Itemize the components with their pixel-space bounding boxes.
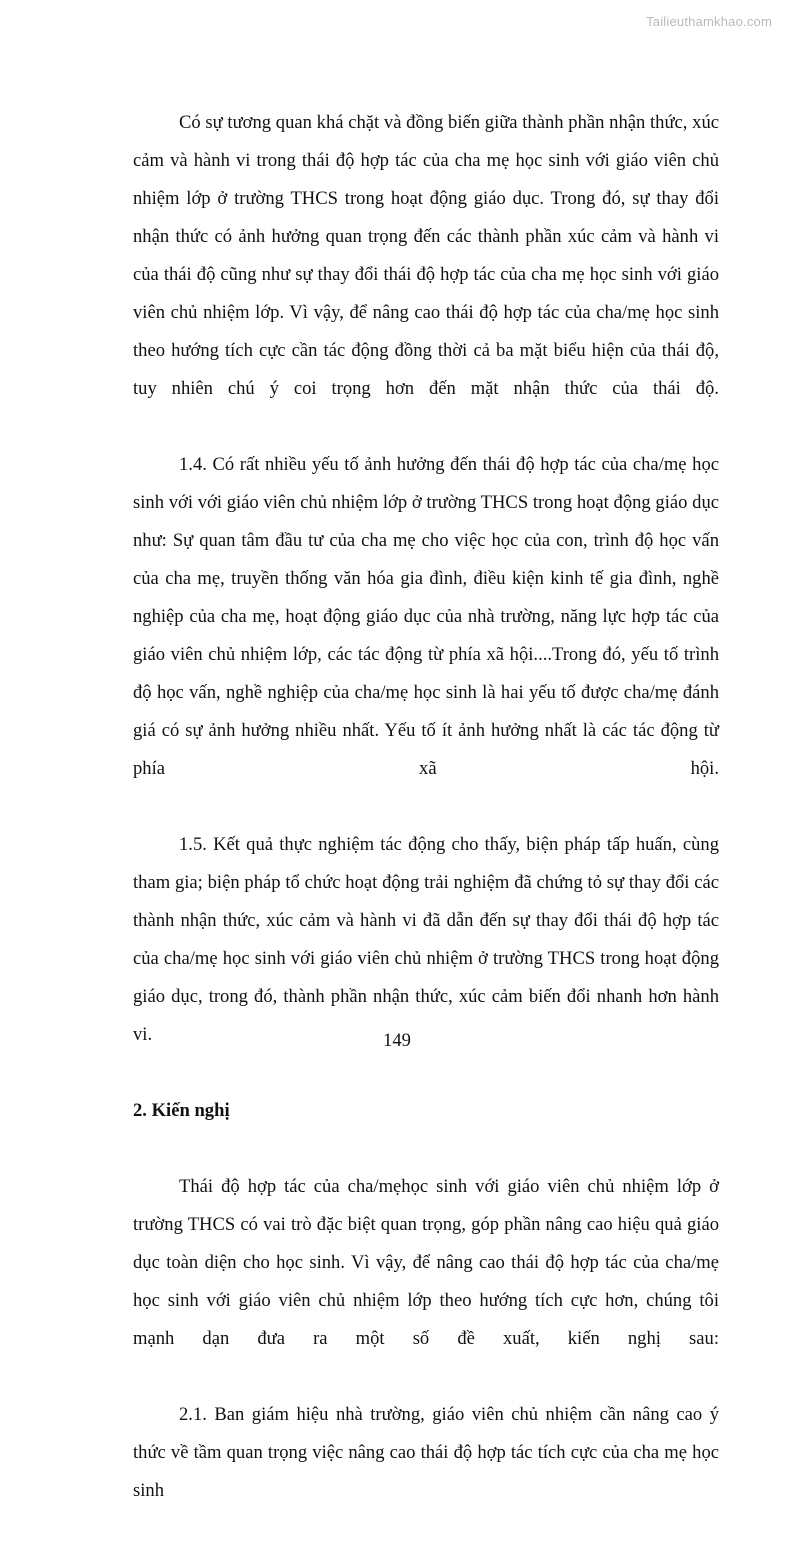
page-number: 149 [383, 1030, 411, 1051]
watermark-text: Tailieuthamkhao.com [646, 14, 772, 29]
page-body-text [133, 104, 719, 1548]
section-heading-kien-nghi: 2. Kiến nghị [133, 1100, 230, 1121]
paragraph-conclusion-1-5: 1.5. Kết quả thực nghiệm tác động cho thấy, biện pháp tấp huấn, cùng tham gia; biện pháp tổ chức hoạt động trải nghiệm đã chứng tỏ sự thay đổi các thành nhận thức, xúc cảm và hành vi đã dẫn đến sự thay đổi thái độ hợp tác của cha/mẹ học sinh với giáo viên chủ nhiệm ở trường THCS trong hoạt động giáo dục, trong đó, thành phần nhận thức, xúc cảm biến đổi nhanh hơn hành vi. [133, 834, 719, 1045]
paragraph-conclusion-1-3: Có sự tương quan khá chặt và đồng biến giữa thành phần nhận thức, xúc cảm và hành vi trong thái độ hợp tác của cha mẹ học sinh với giáo viên chủ nhiệm lớp ở trường THCS trong hoạt động giáo dục. Trong đó, sự thay đổi nhận thức có ảnh hưởng quan trọng đến các thành phần xúc cảm và hành vi của thái độ cũng như sự thay đổi thái độ hợp tác của cha mẹ học sinh với giáo viên chủ nhiệm lớp. Vì vậy, để nâng cao thái độ hợp tác của cha/mẹ học sinh theo hướng tích cực cần tác động đồng thời cả ba mặt biểu hiện của thái độ, tuy nhiên chú ý coi trọng hơn đến mặt nhận thức của thái độ. [133, 112, 719, 399]
paragraph-recommendation-2-1: 2.1. Ban giám hiệu nhà trường, giáo viên chủ nhiệm cần nâng cao ý thức về tầm quan trọng việc nâng cao thái độ hợp tác tích cực của cha mẹ học sinh [133, 1404, 719, 1501]
paragraph-conclusion-1-4: 1.4. Có rất nhiều yếu tố ảnh hưởng đến thái độ hợp tác của cha/mẹ học sinh với với giáo viên chủ nhiệm lớp ở trường THCS trong hoạt động giáo dục như: Sự quan tâm đầu tư của cha mẹ cho việc học của con, trình độ học vấn của cha mẹ, truyền thống văn hóa gia đình, điều kiện kinh tế gia đình, nghề nghiệp của cha mẹ, hoạt động giáo dục của nhà trường, năng lực hợp tác của giáo viên chủ nhiệm lớp, các tác động từ phía xã hội....Trong đó, yếu tố trình độ học vấn, nghề nghiệp của cha/mẹ học sinh là hai yếu tố được cha/mẹ đánh giá có sự ảnh hưởng nhiều nhất. Yếu tố ít ảnh hưởng nhất là các tác động từ phía xã hội. [133, 454, 719, 779]
paragraph-recommendation-intro: Thái độ hợp tác của cha/mẹhọc sinh với giáo viên chủ nhiệm lớp ở trường THCS có vai trò đặc biệt quan trọng, góp phần nâng cao hiệu quả giáo dục toàn diện cho học sinh. Vì vậy, để nâng cao thái độ hợp tác của cha/mẹ học sinh với giáo viên chủ nhiệm lớp theo hướng tích cực hơn, chúng tôi mạnh dạn đưa ra một số đề xuất, kiến nghị sau: [133, 1176, 719, 1349]
